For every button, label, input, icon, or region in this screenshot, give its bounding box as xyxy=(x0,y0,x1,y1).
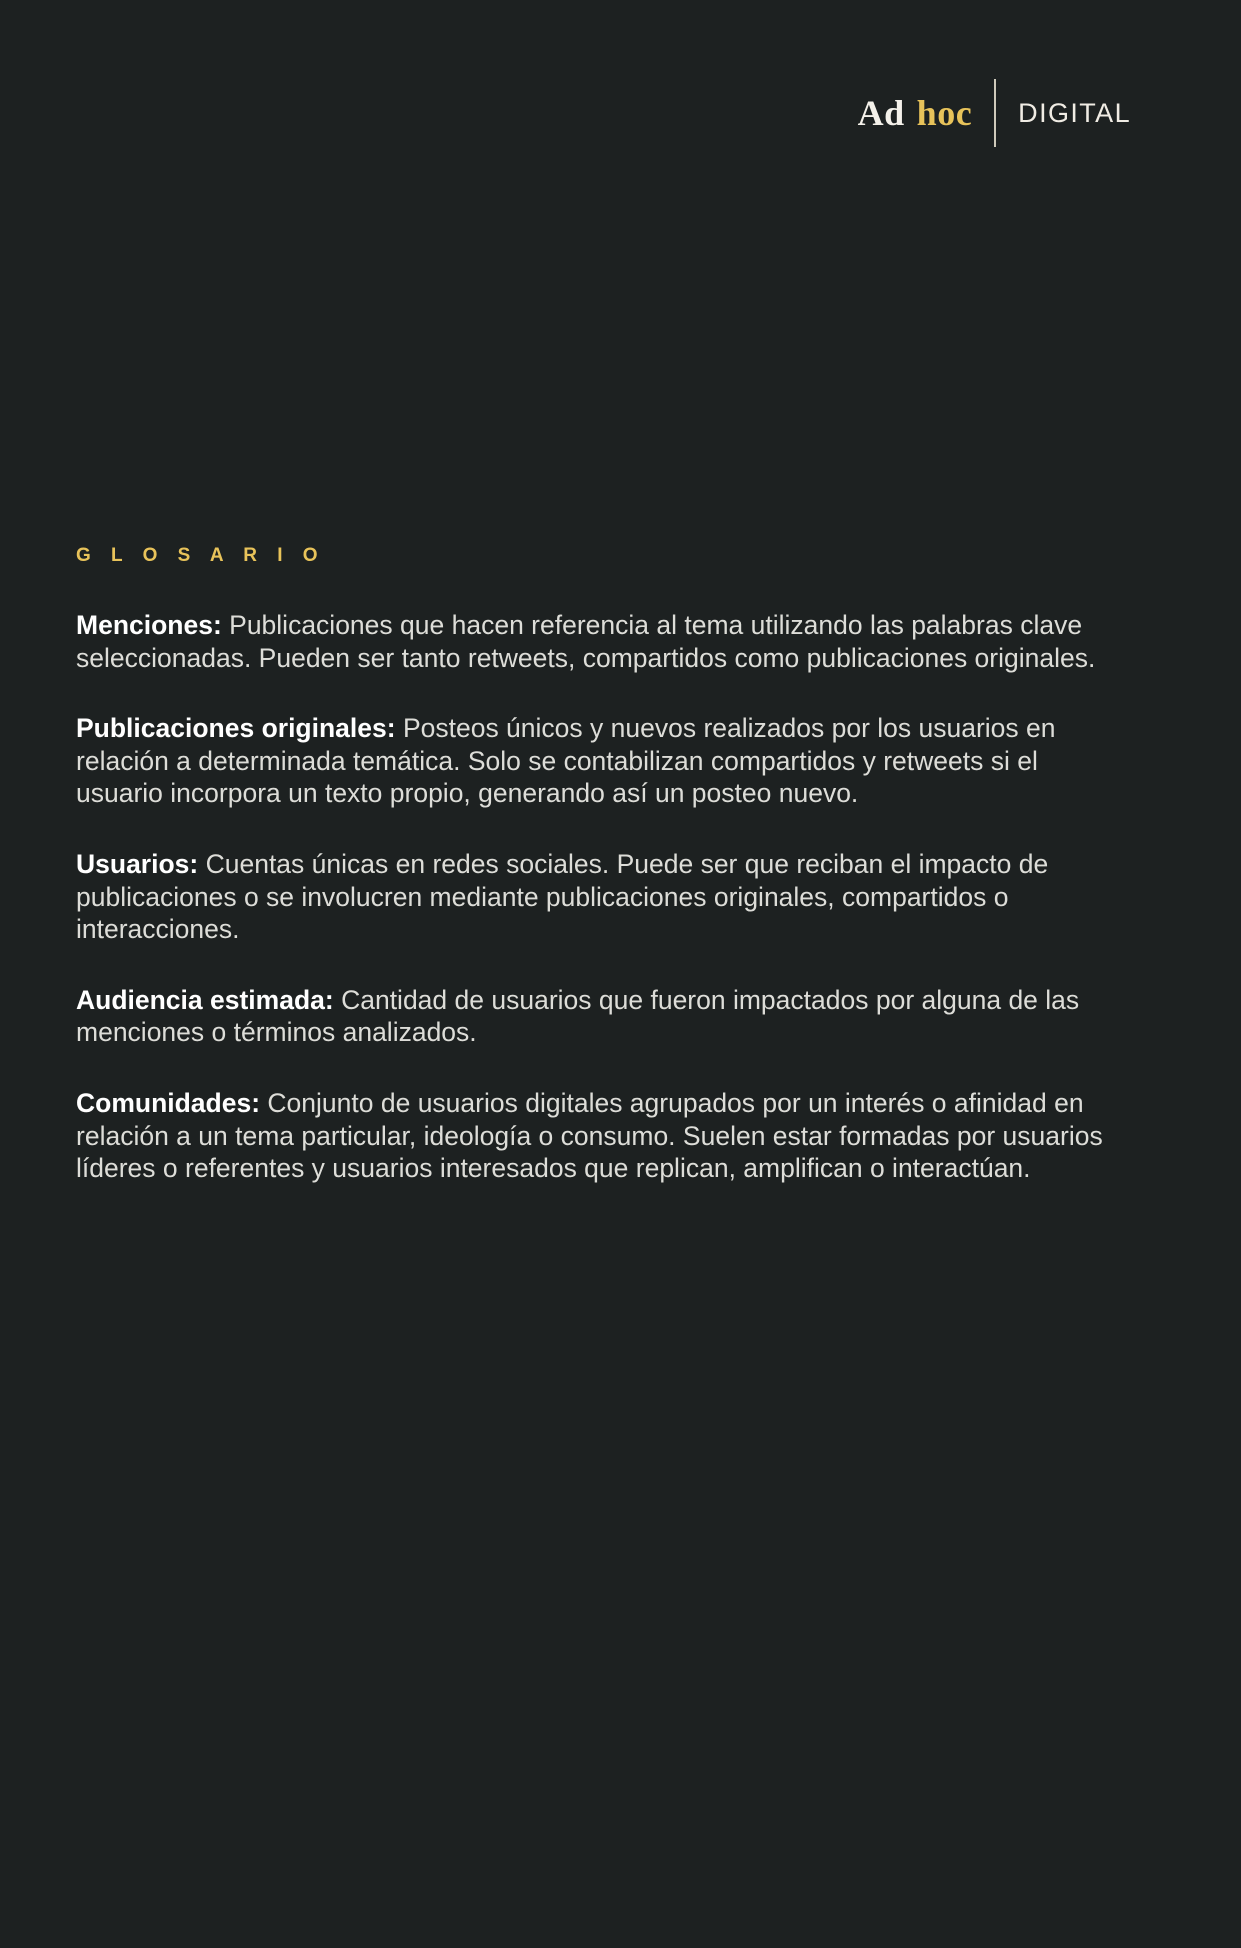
glossary-entry xyxy=(76,1087,1106,1185)
section-title-glosario: G L O S A R I O xyxy=(76,545,326,566)
logo-divider xyxy=(994,79,996,147)
glossary-entry xyxy=(76,609,1106,674)
logo-word-hoc: hoc xyxy=(916,93,973,133)
brand-logo xyxy=(858,78,1131,148)
glossary-section xyxy=(76,545,1136,1185)
glossary-entry xyxy=(76,712,1106,810)
glossary-term: Publicaciones originales: xyxy=(76,713,396,744)
glossary-definition: Cantidad de usuarios que fueron impactados por alguna de las menciones o términos analizados. xyxy=(76,984,1080,1048)
glossary-definition: Conjunto de usuarios digitales agrupados por un interés o afinidad en relación a un tema particular, ideología o consumo. Suelen estar formadas por usuarios líderes o referentes y usuarios interesados que replican, amplifican o interactúan. xyxy=(76,1087,1103,1184)
logo-word-ad: Ad xyxy=(857,93,905,133)
glossary-term: Comunidades: xyxy=(76,1087,261,1118)
glossary-definition: Posteos únicos y nuevos realizados por los usuarios en relación a determinada temática. Solo se contabilizan compartidos y retweets si el usuario incorpora un texto propio, generando así un posteo nuevo. xyxy=(76,713,1056,809)
glossary-entry xyxy=(76,848,1106,946)
glossary-entry xyxy=(76,984,1106,1049)
glossary-term: Audiencia estimada: xyxy=(76,984,334,1015)
glossary-definition: Publicaciones que hacen referencia al tema utilizando las palabras clave seleccionadas. Pueden ser tanto retweets, compartidos como publicaciones originales. xyxy=(76,610,1096,673)
glossary-term: Menciones: xyxy=(76,610,222,640)
glossary-term: Usuarios: xyxy=(76,848,199,879)
glossary-definition: Cuentas únicas en redes sociales. Puede ser que reciban el impacto de publicaciones o se involucren mediante publicaciones originales, compartidos o interacciones. xyxy=(76,848,1049,945)
logo-suffix-digital: DIGITAL xyxy=(1018,97,1131,128)
